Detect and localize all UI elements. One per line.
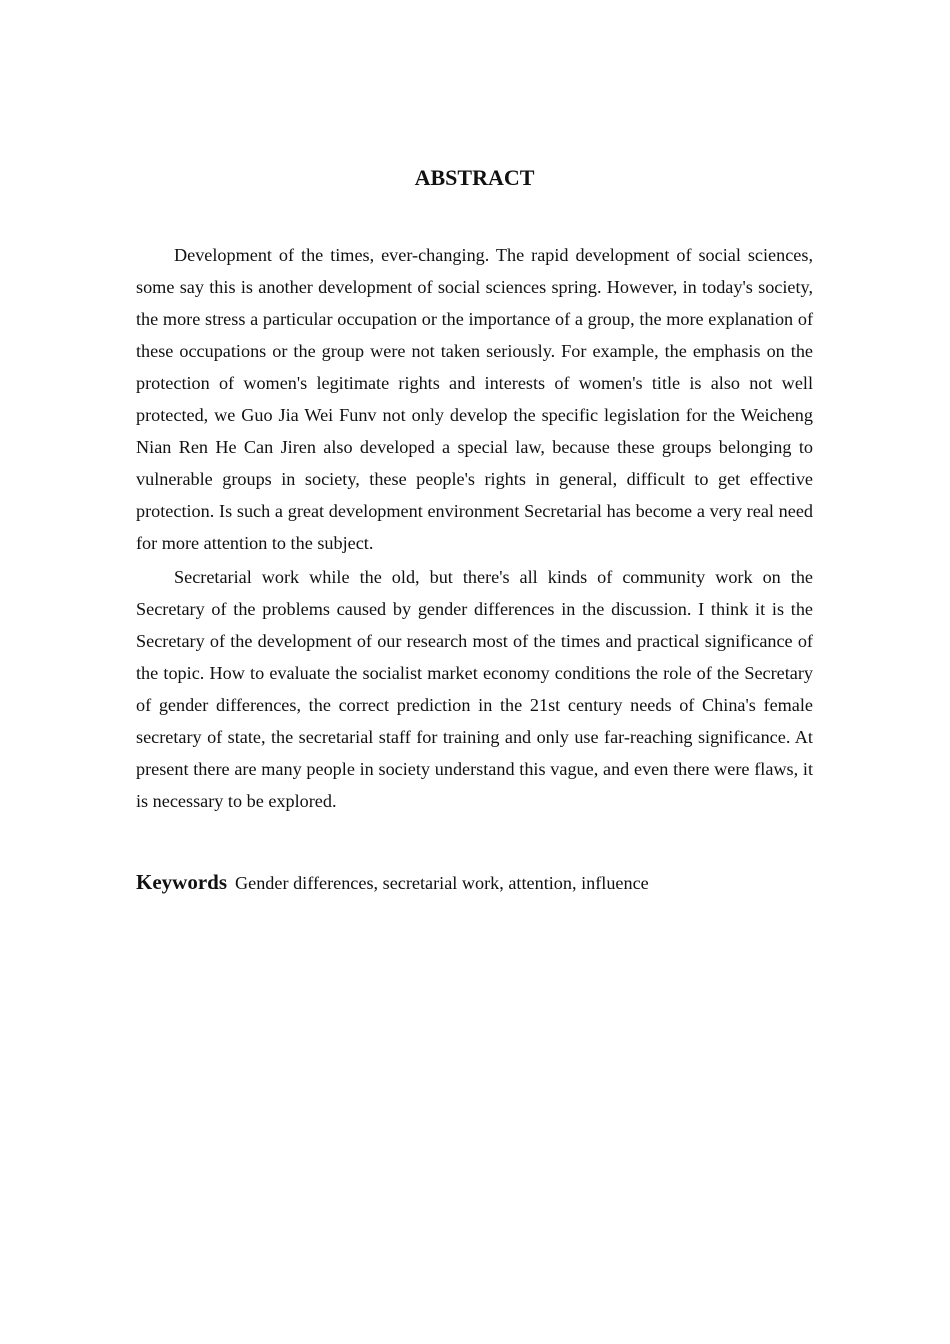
keywords-value: Gender differences, secretarial work, attention, influence	[235, 873, 649, 893]
keywords-line	[136, 866, 813, 899]
abstract-paragraph-1: Development of the times, ever-changing. The rapid development of social sciences, some say this is another development of social sciences spring. However, in today's society, the more stress a particular occupation or the importance of a group, the more explanation of these occupations or the group were not taken seriously. For example, the emphasis on the protection of women's legitimate rights and interests of women's title is also not well protected, we Guo Jia Wei Funv not only develop the specific legislation for the Weicheng Nian Ren He Can Jiren also developed a special law, because these groups belonging to vulnerable groups in society, these people's rights in general, difficult to get effective protection. Is such a great development environment Secretarial has become a very real need for more attention to the subject.	[136, 245, 813, 553]
abstract-title: ABSTRACT	[414, 165, 535, 190]
keywords-label: Keywords	[136, 870, 227, 894]
abstract-paragraph-2: Secretarial work while the old, but there's all kinds of community work on the Secretary of the problems caused by gender differences in the discussion. I think it is the Secretary of the development of our research most of the times and practical significance of the topic. How to evaluate the socialist market economy conditions the role of the Secretary of gender differences, the correct prediction in the 21st century needs of China's female secretary of state, the secretarial staff for training and only use far-reaching significance. At present there are many people in society understand this vague, and even there were flaws, it is necessary to be explored.	[136, 567, 813, 811]
abstract-body	[136, 239, 813, 819]
